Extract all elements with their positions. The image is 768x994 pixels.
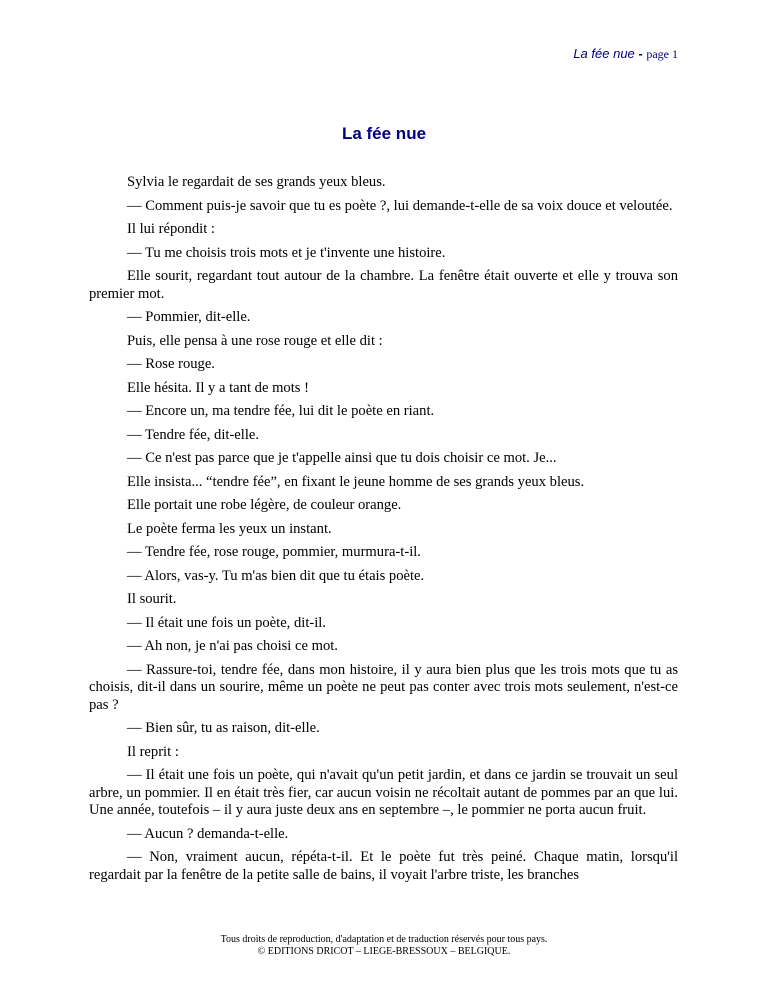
header-separator: - xyxy=(634,46,647,61)
paragraph: Elle insista... “tendre fée”, en fixant le jeune homme de ses grands yeux bleus. xyxy=(127,473,585,490)
paragraph: Il reprit : xyxy=(127,743,179,760)
paragraph: — Aucun ? demanda-t-elle. xyxy=(127,825,289,842)
paragraph: Il lui répondit : xyxy=(127,221,215,237)
footer-rights: Tous droits de reproduction, d'adaptation et de traduction réservés pour tous pays. xyxy=(220,934,548,945)
paragraph: Elle portait une robe légère, de couleur orange. xyxy=(127,497,402,513)
document-title: La fée nue xyxy=(341,124,427,143)
document-body xyxy=(89,174,678,890)
paragraph: — Il était une fois un poète, dit-il. xyxy=(127,614,326,631)
paragraph: — Ce n'est pas parce que je t'appelle ainsi que tu dois choisir ce mot. Je... xyxy=(127,450,557,466)
paragraph: — Ah non, je n'ai pas choisi ce mot. xyxy=(127,638,338,654)
paragraph: — Non, vraiment aucun, répéta-t-il. Et le poète fut très peiné. Chaque matin, lorsqu'il regardait par la fenêtre de la petite salle de bains, il voyait l'arbre triste, les branches xyxy=(89,849,678,883)
paragraph: Le poète ferma les yeux un instant. xyxy=(127,520,332,537)
header-title: La fée nue xyxy=(573,46,635,61)
paragraph: — Comment puis-je savoir que tu es poète ?, lui demande-t-elle de sa voix douce et veloutée. xyxy=(127,197,673,214)
page-footer xyxy=(0,934,768,958)
header-page-number: page 1 xyxy=(646,47,678,61)
paragraph: Il sourit. xyxy=(127,591,177,607)
page-header xyxy=(573,46,678,62)
footer-publisher: © EDITIONS DRICOT – LIEGE-BRESSOUX – BELGIQUE. xyxy=(257,946,511,957)
paragraph: Elle hésita. Il y a tant de mots ! xyxy=(127,379,309,396)
paragraph: — Il était une fois un poète, qui n'avait qu'un petit jardin, et dans ce jardin se trouvait un seul arbre, un pommier. Il en était très fier, car aucun voisin ne récoltait autant de pommes par an que lui. Une année, toutefois – il y aura juste deux ans en septembre –, le pommier ne porta aucun fruit. xyxy=(89,767,678,818)
paragraph: — Rose rouge. xyxy=(127,356,215,372)
paragraph: — Rassure-toi, tendre fée, dans mon histoire, il y aura bien plus que les trois mots que tu as choisis, dit-il dans un sourire, même un poète ne peut pas conter avec trois mots seulement, n'est-ce pas ? xyxy=(89,661,678,713)
paragraph: Sylvia le regardait de ses grands yeux bleus. xyxy=(127,174,386,190)
paragraph: — Alors, vas-y. Tu m'as bien dit que tu étais poète. xyxy=(127,567,425,584)
paragraph: — Tu me choisis trois mots et je t'invente une histoire. xyxy=(127,244,446,261)
paragraph: — Tendre fée, dit-elle. xyxy=(127,426,260,443)
paragraph: — Pommier, dit-elle. xyxy=(127,309,251,325)
paragraph: Elle sourit, regardant tout autour de la chambre. La fenêtre était ouverte et elle y trouva son premier mot. xyxy=(89,268,678,302)
paragraph: — Tendre fée, rose rouge, pommier, murmura-t-il. xyxy=(127,544,421,560)
paragraph: Puis, elle pensa à une rose rouge et elle dit : xyxy=(127,332,383,349)
paragraph: — Encore un, ma tendre fée, lui dit le poète en riant. xyxy=(127,403,435,419)
paragraph: — Bien sûr, tu as raison, dit-elle. xyxy=(127,720,320,736)
